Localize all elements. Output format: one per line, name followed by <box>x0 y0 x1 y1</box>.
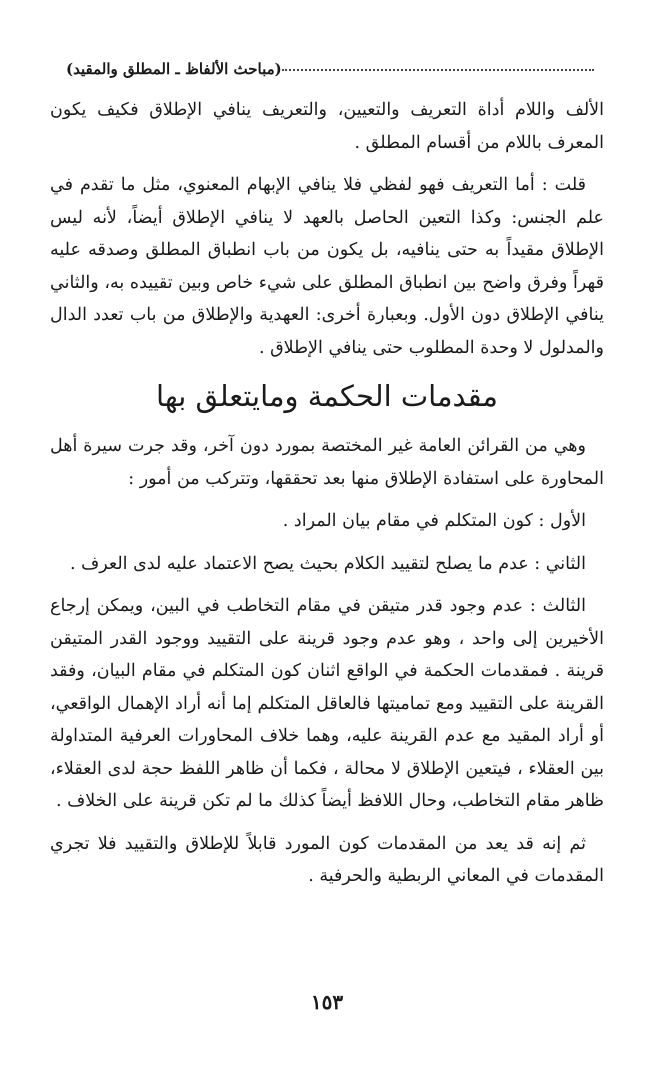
running-header <box>60 52 594 78</box>
paragraph-2: قلت : أما التعريف فهو لفظي فلا ينافي الإبهام المعنوي، مثل ما تقدم في علم الجنس: وكذا التعين الحاصل بالعهد لا ينافي الإطلاق أيضاً، لأنه ليس الإطلاق مقيداً به حتى ينافيه، بل يكون من باب انطباق المطلق وصدقه عليه قهراً وفرق واضح بين انطباق المطلق على شيء خاص وبين تقييده به، والثاني ينافي الإطلاق دون الأول. وبعبارة أخرى: العهدية والإطلاق من باب تعدد الدال والمدلول لا وحدة المطلوب حتى ينافي الإطلاق . <box>50 175 604 358</box>
section-heading: مقدمات الحكمة ومايتعلق بها <box>156 379 498 413</box>
section-paragraph-closing: ثم إنه قد يعد من المقدمات كون المورد قابلاً للإطلاق والتقييد فلا تجري المقدمات في المعاني الربطية والحرفية . <box>50 833 604 886</box>
section-paragraph-1: وهي من القرائن العامة غير المختصة بمورد دون آخر، وقد جرت سيرة أهل المحاورة على استفادة الإطلاق منها بعد تحققها، وتتركب من أمور : <box>50 436 604 489</box>
page-body <box>50 94 604 893</box>
section-paragraph-second-item: الثاني : عدم ما يصلح لتقييد الكلام بحيث يصح الاعتماد عليه لدى العرف . <box>69 553 586 574</box>
dotted-leader <box>282 69 594 71</box>
running-header-title: (مباحث الألفاظ ـ المطلق والمقيد) <box>66 60 282 78</box>
section-paragraph-third-item: الثالث : عدم وجود قدر متيقن في مقام التخاطب في البين، ويمكن إرجاع الأخيرين إلى واحد ، وهو عدم وجود قرينة على التقييد ووجود القدر المتيقن قرينة . فمقدمات الحكمة في الواقع اثنان كون المتكلم في مقام البيان، وفقد القرينة على التقييد ومع تماميتها فالعاقل المتكلم إما أنه أراد الإهمال الواقعي، أو أراد المقيد مع عدم القرينة عليه، وهما خلاف المحاورات العرفية المتداولة بين العقلاء ، فيتعين الإطلاق لا محالة ، فكما أن ظاهر اللفظ حجة لدى العقلاء، ظاهر مقام التخاطب، وحال اللافظ أيضاً كذلك ما لم تكن قرينة على الخلاف . <box>50 596 604 811</box>
page-number: ١٥٣ <box>310 990 344 1014</box>
section-paragraph-first-item: الأول : كون المتكلم في مقام بيان المراد . <box>282 511 586 531</box>
paragraph-1: الألف واللام أداة التعريف والتعيين، والتعريف ينافي الإطلاق فكيف يكون المعرف باللام من أقسام المطلق . <box>50 100 604 153</box>
